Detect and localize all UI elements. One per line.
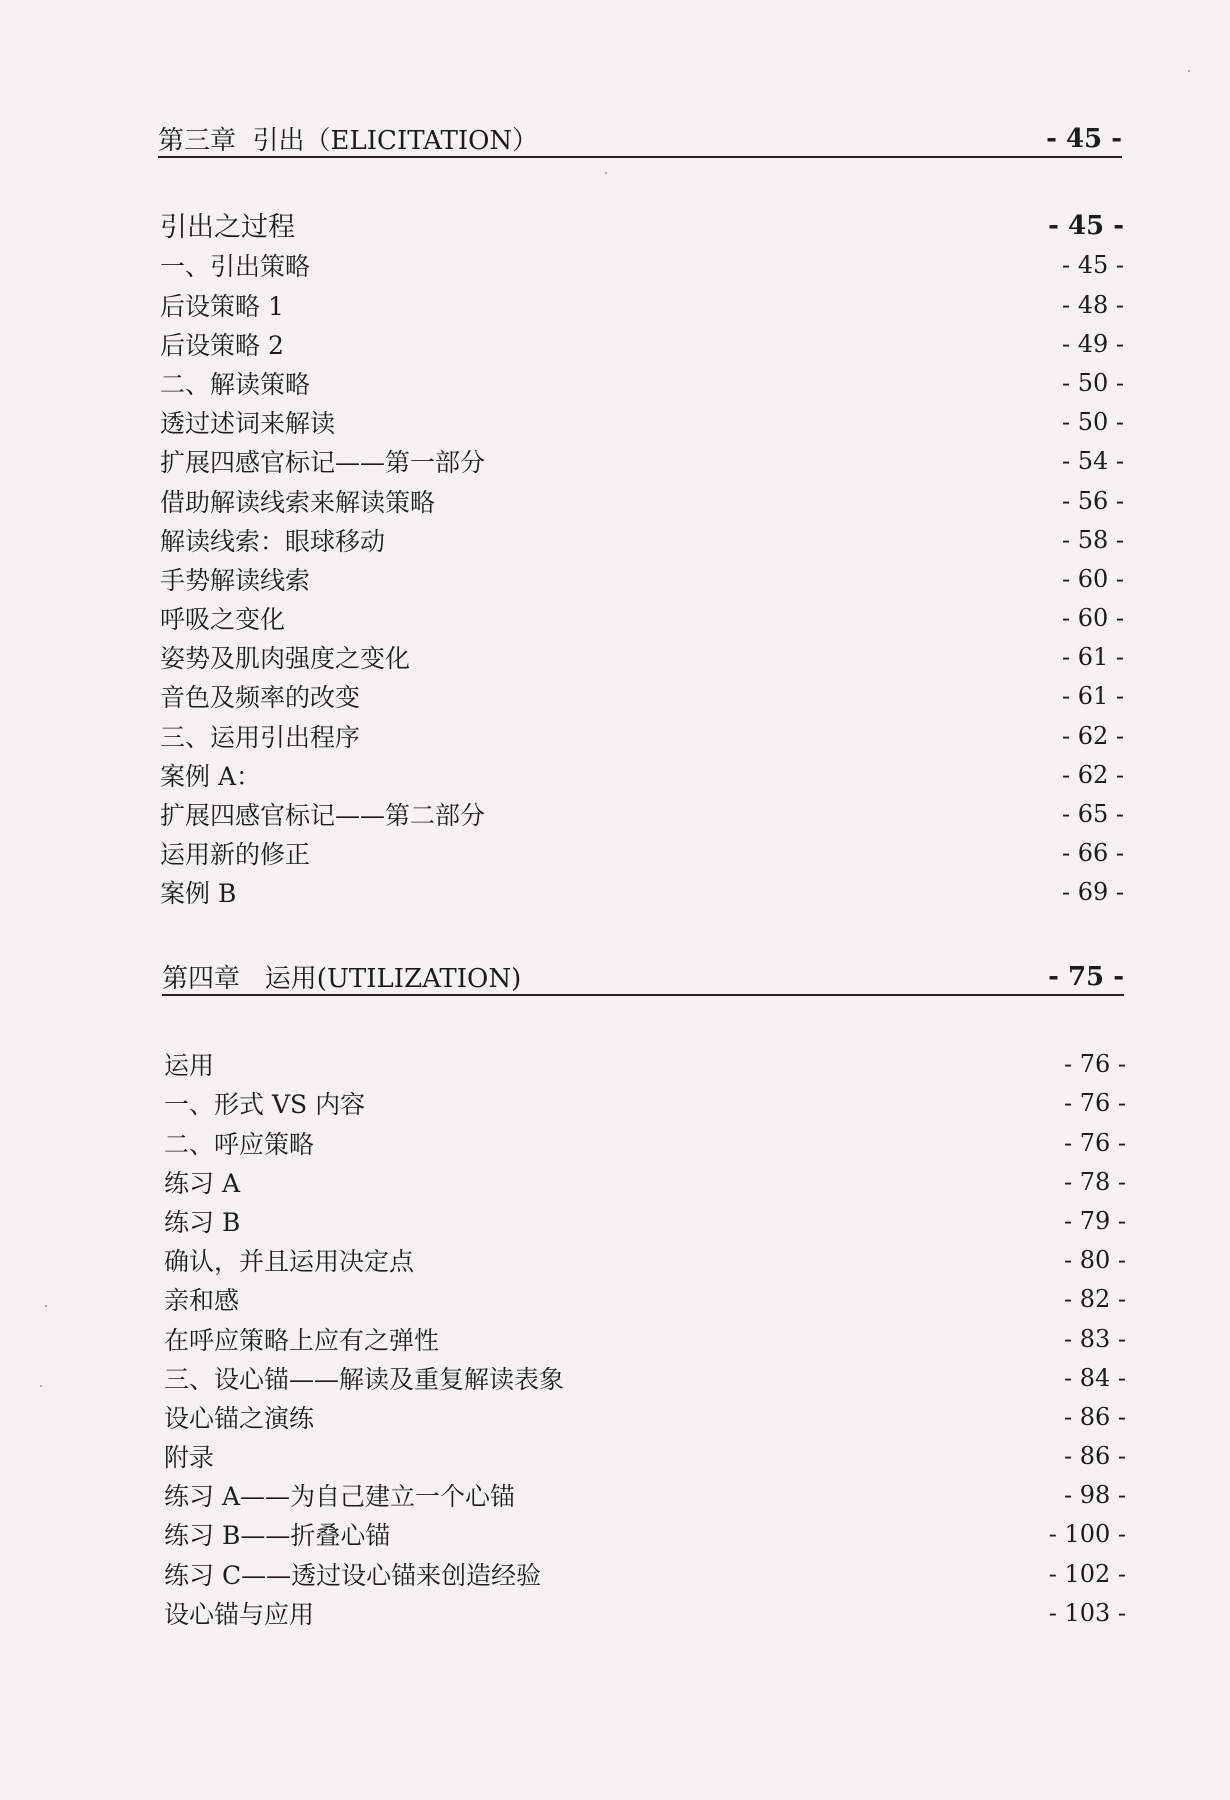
scan-speck	[1188, 70, 1190, 72]
toc-entry	[160, 837, 1124, 876]
toc-entry-page: - 54 -	[1061, 447, 1124, 476]
toc-entry-label: 解读线索：眼球移动	[160, 526, 386, 556]
toc-entry-page: - 45 -	[1048, 211, 1124, 242]
toc-entry-label: 案例 A：	[160, 761, 262, 791]
toc-entry	[164, 1166, 1126, 1205]
toc-entry-label: 扩展四感官标记——第一部分	[160, 448, 486, 478]
toc-entry	[164, 1244, 1126, 1283]
toc-entry	[164, 1362, 1126, 1401]
toc-list	[160, 210, 1124, 915]
toc-entry	[164, 1087, 1126, 1126]
toc-entry-label: 三、运用引出程序	[160, 722, 361, 752]
toc-entry-page: - 82 -	[1063, 1285, 1126, 1314]
toc-entry-label: 练习 B——折叠心锚	[164, 1521, 391, 1551]
toc-entry	[160, 602, 1124, 641]
toc-entry-label: 借助解读线索来解读策略	[160, 487, 436, 517]
toc-entry-page: - 100 -	[1048, 1520, 1126, 1549]
toc-entry-label: 设心锚与应用	[164, 1599, 315, 1629]
toc-entry-page: - 61 -	[1061, 682, 1124, 711]
toc-entry-label: 扩展四感官标记——第二部分	[160, 801, 486, 830]
toc-entry-page: - 45 -	[1061, 251, 1124, 280]
toc-entry	[160, 719, 1124, 758]
toc-entry	[160, 406, 1124, 445]
toc-entry-page: - 69 -	[1061, 878, 1124, 907]
toc-entry-label: 练习 C——透过设心锚来创造经验	[164, 1560, 542, 1590]
toc-entry-label: 运用	[164, 1051, 215, 1081]
toc-entry-label: 案例 B	[160, 879, 237, 909]
toc-entry-label: 姿势及肌肉强度之变化	[160, 644, 411, 674]
toc-entry-label: 三、设心锚——解读及重复解读表象	[164, 1364, 565, 1394]
toc-entry-page: - 58 -	[1061, 525, 1124, 554]
toc-entry	[164, 1597, 1126, 1636]
toc-entry-label: 透过述词来解读	[160, 409, 336, 439]
toc-entry-page: - 78 -	[1063, 1167, 1126, 1196]
toc-entry	[160, 367, 1124, 406]
chapter-title: 第三章 引出（ELICITATION）	[158, 126, 539, 156]
scan-speck	[45, 1305, 47, 1307]
toc-entry-page: - 66 -	[1061, 839, 1124, 868]
toc-entry-page: - 98 -	[1063, 1481, 1126, 1510]
toc-entry-page: - 50 -	[1061, 368, 1124, 397]
toc-entry-page: - 86 -	[1063, 1442, 1126, 1471]
toc-entry-page: - 48 -	[1061, 290, 1124, 319]
toc-entry	[164, 1322, 1126, 1361]
toc-entry	[164, 1518, 1126, 1557]
toc-entry-label: 二、解读策略	[160, 369, 311, 399]
toc-entry-page: - 62 -	[1061, 721, 1124, 750]
toc-entry-label: 后设策略 2	[160, 330, 284, 360]
toc-entry	[164, 1479, 1126, 1518]
toc-entry-page: - 65 -	[1061, 800, 1124, 828]
toc-entry	[160, 876, 1124, 915]
toc-entry-page: - 83 -	[1063, 1324, 1126, 1353]
toc-entry-page: - 60 -	[1061, 564, 1124, 593]
toc-entry-page: - 76 -	[1063, 1089, 1126, 1118]
toc-entry	[164, 1205, 1126, 1244]
toc-entry	[164, 1283, 1126, 1322]
toc-entry-page: - 102 -	[1048, 1559, 1126, 1588]
toc-entry-page: - 56 -	[1061, 486, 1124, 515]
toc-entry-label: 附录	[164, 1443, 215, 1473]
toc-entry	[160, 210, 1124, 249]
chapter-page-number: - 75 -	[1048, 962, 1124, 992]
toc-entry-label: 在呼应策略上应有之弹性	[164, 1325, 440, 1355]
toc-entry-page: - 79 -	[1063, 1206, 1126, 1235]
chapter-heading	[158, 122, 1122, 158]
toc-entry	[160, 484, 1124, 523]
toc-entry-label: 亲和感	[164, 1286, 240, 1316]
toc-entry	[164, 1048, 1126, 1087]
toc-entry	[160, 249, 1124, 288]
toc-entry	[164, 1557, 1126, 1596]
scan-speck	[40, 1385, 42, 1387]
toc-entry-page: - 86 -	[1063, 1402, 1126, 1431]
toc-entry-label: 后设策略 1	[160, 291, 284, 321]
toc-entry-label: 手势解读线索	[160, 565, 311, 595]
toc-entry-label: 音色及频率的改变	[160, 683, 361, 713]
toc-entry	[160, 563, 1124, 602]
toc-entry-label: 练习 B	[164, 1207, 241, 1237]
chapter-underline	[162, 994, 1124, 996]
toc-entry-label: 一、引出策略	[160, 252, 311, 282]
toc-entry-label: 二、呼应策略	[164, 1129, 315, 1159]
toc-entry-label: 引出之过程	[160, 212, 295, 244]
toc-entry-page: - 60 -	[1061, 604, 1124, 633]
chapter-title: 第四章 运用(UTILIZATION)	[162, 964, 522, 994]
toc-entry	[160, 328, 1124, 367]
scan-speck	[605, 172, 607, 174]
toc-entry	[160, 680, 1124, 719]
toc-entry	[164, 1126, 1126, 1165]
toc-entry	[160, 445, 1124, 484]
toc-entry-page: - 62 -	[1061, 760, 1124, 789]
toc-entry	[160, 798, 1124, 837]
toc-entry-label: 练习 A——为自己建立一个心锚	[164, 1482, 516, 1512]
toc-entry-label: 运用新的修正	[160, 840, 311, 870]
toc-entry	[160, 759, 1124, 798]
toc-entry-page: - 49 -	[1061, 329, 1124, 358]
toc-entry-page: - 50 -	[1061, 408, 1124, 437]
toc-entry	[164, 1401, 1126, 1440]
toc-list	[164, 1048, 1126, 1636]
chapter-page-number: - 45 -	[1046, 124, 1122, 154]
chapter-heading	[162, 960, 1124, 996]
toc-entry-page: - 84 -	[1063, 1363, 1126, 1392]
toc-entry	[160, 524, 1124, 563]
chapter-underline	[158, 156, 1122, 158]
toc-entry-label: 一、形式 VS 内容	[164, 1090, 366, 1120]
toc-entry-page: - 76 -	[1063, 1128, 1126, 1157]
toc-entry-page: - 76 -	[1063, 1050, 1126, 1079]
toc-entry-page: - 61 -	[1061, 643, 1124, 672]
toc-entry-label: 设心锚之演练	[164, 1403, 315, 1433]
toc-entry	[164, 1440, 1126, 1479]
toc-entry-label: 确认，并且运用决定点	[164, 1247, 415, 1277]
toc-entry	[160, 641, 1124, 680]
toc-entry-page: - 80 -	[1063, 1246, 1126, 1275]
toc-entry-label: 练习 A	[164, 1168, 241, 1198]
toc-entry-page: - 103 -	[1048, 1598, 1126, 1627]
toc-entry	[160, 288, 1124, 327]
toc-entry-label: 呼吸之变化	[160, 605, 286, 635]
